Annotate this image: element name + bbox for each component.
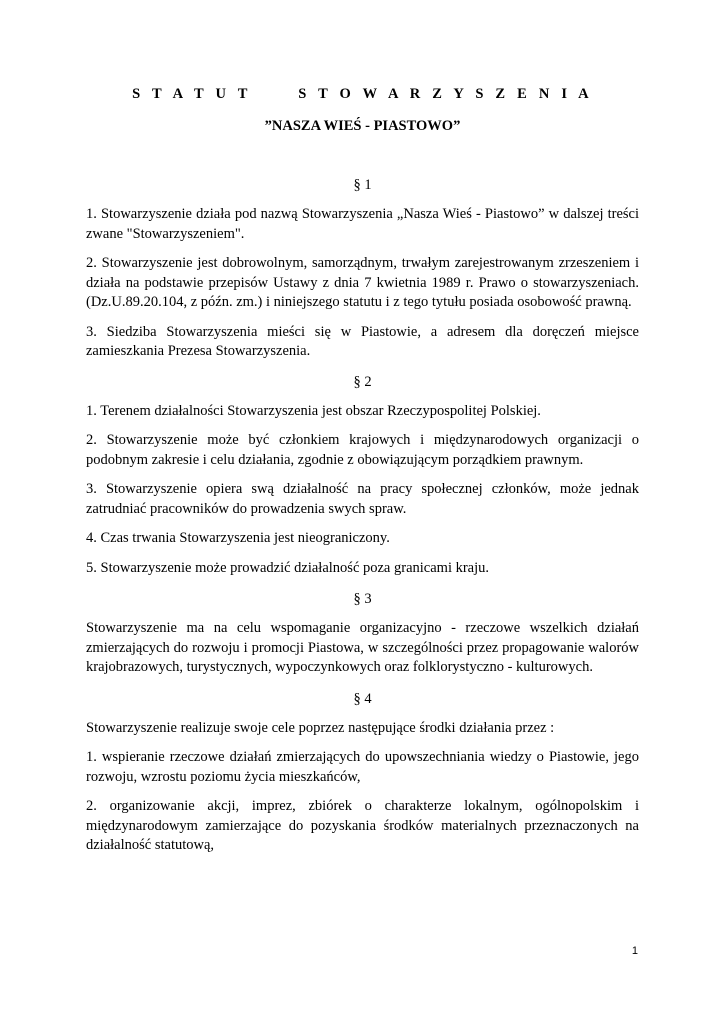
paragraph-4-3: 2. organizowanie akcji, imprez, zbiórek o charakterze lokalnym, ogólnopolskim i międzynarodowym zamierzające do pozyskania środków materialnych przeznaczonych na działalność statutową,	[86, 798, 639, 853]
paragraph-2-4: 4. Czas trwania Stowarzyszenia jest nieograniczony.	[86, 530, 390, 546]
paragraph-2-3: 3. Stowarzyszenie opiera swą działalność na pracy społecznej członków, może jednak zatrudniać pracowników do prowadzenia swych spraw.	[86, 481, 639, 517]
page-number: 1	[631, 945, 638, 957]
paragraph-3-1: Stowarzyszenie ma na celu wspomaganie organizacyjno - rzeczowe wszelkich działań zmierzających do rozwoju i promocji Piastowa, w szczególności przez propagowanie walorów krajobrazowych, turystycznych, wypoczynkowych oraz folklorystyczno - kulturowych.	[86, 620, 639, 675]
paragraph-1-3: 3. Siedziba Stowarzyszenia mieści się w Piastowie, a adresem dla doręczeń miejsce zamieszkania Prezesa Stowarzyszenia.	[86, 323, 639, 359]
paragraph-4-1: Stowarzyszenie realizuje swoje cele poprzez następujące środki działania przez :	[86, 719, 555, 736]
paragraph-1-2: 2. Stowarzyszenie jest dobrowolnym, samorządnym, trwałym zarejestrowanym zrzeszeniem i działa na podstawie przepisów Ustawy z dnia 7 kwietnia 1989 r. Prawo o stowarzyszeniach. (Dz.U.89.20.104, z późn. zm.) i niniejszego statutu i z tego tytułu posiada osobowość prawną.	[86, 255, 639, 310]
document-title: S T A T U T S T O W A R Z Y S Z E N I A	[132, 86, 593, 102]
document-page	[86, 84, 639, 856]
paragraph-2-1: 1. Terenem działalności Stowarzyszenia jest obszar Rzeczypospolitej Polskiej.	[86, 402, 541, 419]
paragraph-2-5: 5. Stowarzyszenie może prowadzić działalność poza granicami kraju.	[86, 559, 490, 576]
section-mark-1: § 1	[353, 177, 372, 193]
section-mark-2: § 2	[353, 373, 372, 390]
document-subtitle: ”NASZA WIEŚ - PIASTOWO”	[264, 118, 461, 134]
paragraph-4-2: 1. wspieranie rzeczowe działań zmierzających do upowszechniania wiedzy o Piastowie, jego rozwoju, wzrostu poziomu życia mieszkańców,	[86, 749, 639, 785]
section-mark-3: § 3	[353, 591, 372, 607]
paragraph-2-2: 2. Stowarzyszenie może być członkiem krajowych i międzynarodowych organizacji o podobnym zakresie i celu działania, zgodnie z obowiązującym porządkiem prawnym.	[86, 432, 639, 468]
section-mark-4: § 4	[353, 690, 372, 707]
paragraph-1-1: 1. Stowarzyszenie działa pod nazwą Stowarzyszenia „Nasza Wieś - Piastowo” w dalszej treści zwane "Stowarzyszeniem".	[86, 206, 639, 242]
